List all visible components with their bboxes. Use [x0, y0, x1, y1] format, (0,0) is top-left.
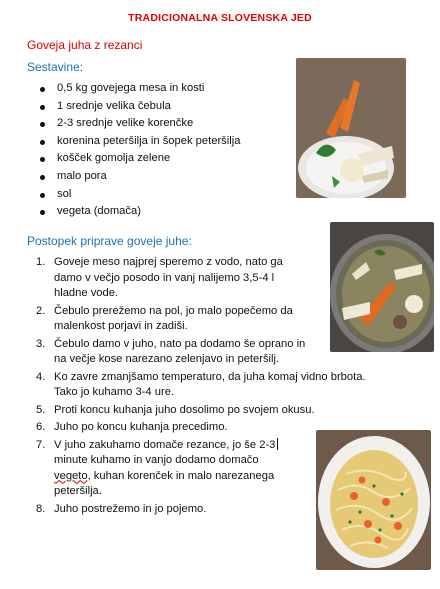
step-number: 4. [36, 370, 46, 383]
step-line: Čebulo damo v juho, nato pa dodamo še oprano in [54, 337, 306, 350]
vegetables-plate-image [296, 58, 406, 198]
step-line: Proti koncu kuhanja juho dosolimo po svojem okusu. [54, 403, 315, 416]
list-item: 0,5 kg govejega mesa in kosti [40, 80, 240, 98]
step-line: Čebulo prerežemo na pol, jo malo popečemo da [54, 304, 293, 317]
list-item: 1 srednje velika čebula [40, 98, 240, 116]
list-item: vegeta (domača) [40, 203, 240, 221]
ingredients-list [40, 80, 240, 221]
step-line: Goveje meso najprej speremo z vodo, nato ga [54, 256, 283, 268]
step-number: 2. [36, 304, 46, 317]
step-line-text: V juho zakuhamo domače rezance, jo še 2-3 [54, 438, 276, 451]
list-item: košček gomolja zelene [40, 150, 240, 168]
text-cursor [277, 438, 278, 450]
list-item: 2-3 srednje velike korenčke [40, 115, 240, 133]
step-line: vegeto, kuhan korenček in malo narezanega [54, 469, 275, 482]
step-item [36, 255, 366, 302]
soup-pot-image [330, 222, 434, 352]
step-number: 6. [36, 421, 46, 433]
step-item [36, 370, 366, 401]
page-title: TRADICIONALNA SLOVENSKA JED [128, 12, 312, 24]
step-number: 5. [36, 403, 46, 416]
list-item: malo pora [40, 168, 240, 186]
dish-name: Goveja juha z rezanci [27, 38, 143, 52]
step-item [36, 403, 366, 419]
misspelled-word: vegeto, [54, 469, 91, 482]
step-number: 7. [36, 438, 46, 451]
vegetables-plate-photo [296, 58, 406, 198]
step-item [36, 337, 366, 368]
step-line: Ko zavre zmanjšamo temperaturo, da juha komaj vidno brbota. [54, 370, 366, 383]
soup-pot-photo [330, 222, 434, 352]
list-item: korenina peteršilja in šopek peteršilja [40, 133, 240, 151]
step-line: Tako jo kuhamo 3-4 ure. [54, 386, 175, 398]
step-line: Juho postrežemo in jo pojemo. [54, 502, 207, 515]
step-line: Juho po koncu kuhanja precedimo. [54, 421, 228, 433]
list-item: sol [40, 186, 240, 204]
step-line: peteršilja. [54, 485, 102, 497]
step-line: na večje kose narezano zelenjavo in peteršilj. [54, 353, 280, 365]
step-item [36, 304, 366, 335]
step-number: 3. [36, 337, 46, 350]
step-line: malenkost porjavi in zadiši. [54, 320, 188, 332]
step-line: damo v večjo posodo in vanj nalijemo 3,5-4 l [54, 271, 275, 284]
method-heading: Postopek priprave goveje juhe: [27, 234, 192, 248]
noodle-soup-photo [316, 430, 431, 570]
step-number: 8. [36, 502, 46, 515]
noodle-soup-image [316, 430, 431, 570]
ingredients-heading: Sestavine: [27, 60, 84, 74]
step-line: minute kuhamo in vanjo dodamo domačo [54, 454, 259, 466]
step-number: 1. [36, 256, 46, 268]
step-line: hladne vode. [54, 287, 119, 299]
